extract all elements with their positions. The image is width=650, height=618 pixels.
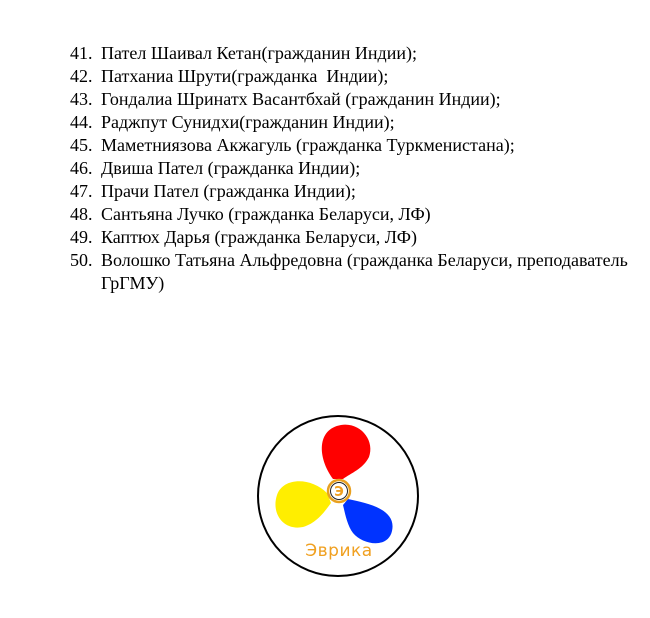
list-item-number: 45. <box>70 135 93 155</box>
list-item <box>70 203 630 226</box>
list-item <box>70 111 630 134</box>
evrika-logo <box>255 413 421 579</box>
list-item <box>70 134 630 157</box>
participant-list <box>70 42 633 295</box>
list-item-number: 42. <box>70 66 93 86</box>
list-item-text: Маметниязова Акжагуль (гражданка Туркменистана); <box>101 135 515 155</box>
list-item <box>70 226 630 249</box>
list-item <box>70 249 633 295</box>
list-item-number: 46. <box>70 158 93 178</box>
list-item-text: Патханиа Шрути(гражданка Индии); <box>101 66 389 86</box>
list-item-text: Двиша Пател (гражданка Индии); <box>101 158 361 178</box>
list-item <box>70 180 630 203</box>
list-item-text: Раджпут Сунидхи(гражданин Индии); <box>101 112 395 132</box>
list-item-number: 44. <box>70 112 93 132</box>
list-item-text: Гондалиа Шринатх Васантбхай (гражданин Индии); <box>101 89 501 109</box>
list-item-text: Сантьяна Лучко (гражданка Беларуси, ЛФ) <box>101 204 431 224</box>
list-item-number: 50. <box>70 250 93 270</box>
list-item-text: Прачи Пател (гражданка Индии); <box>101 181 356 201</box>
list-item <box>70 65 630 88</box>
list-item <box>70 42 630 65</box>
list-item <box>70 157 630 180</box>
list-item-number: 41. <box>70 43 93 63</box>
list-item-number: 47. <box>70 181 93 201</box>
evrika-logo-graphic <box>255 413 421 579</box>
list-item-text: Волошко Татьяна Альфредовна (гражданка Беларуси, преподаватель ГрГМУ) <box>101 250 633 293</box>
list-item <box>70 88 630 111</box>
logo-center-letter: Э <box>334 485 344 500</box>
list-item-text: Пател Шаивал Кетан(гражданин Индии); <box>101 43 417 63</box>
logo-name: Эврика <box>305 541 373 561</box>
list-item-number: 43. <box>70 89 93 109</box>
list-item-number: 49. <box>70 227 93 247</box>
list-item-number: 48. <box>70 204 93 224</box>
list-item-text: Каптюх Дарья (гражданка Беларуси, ЛФ) <box>101 227 417 247</box>
